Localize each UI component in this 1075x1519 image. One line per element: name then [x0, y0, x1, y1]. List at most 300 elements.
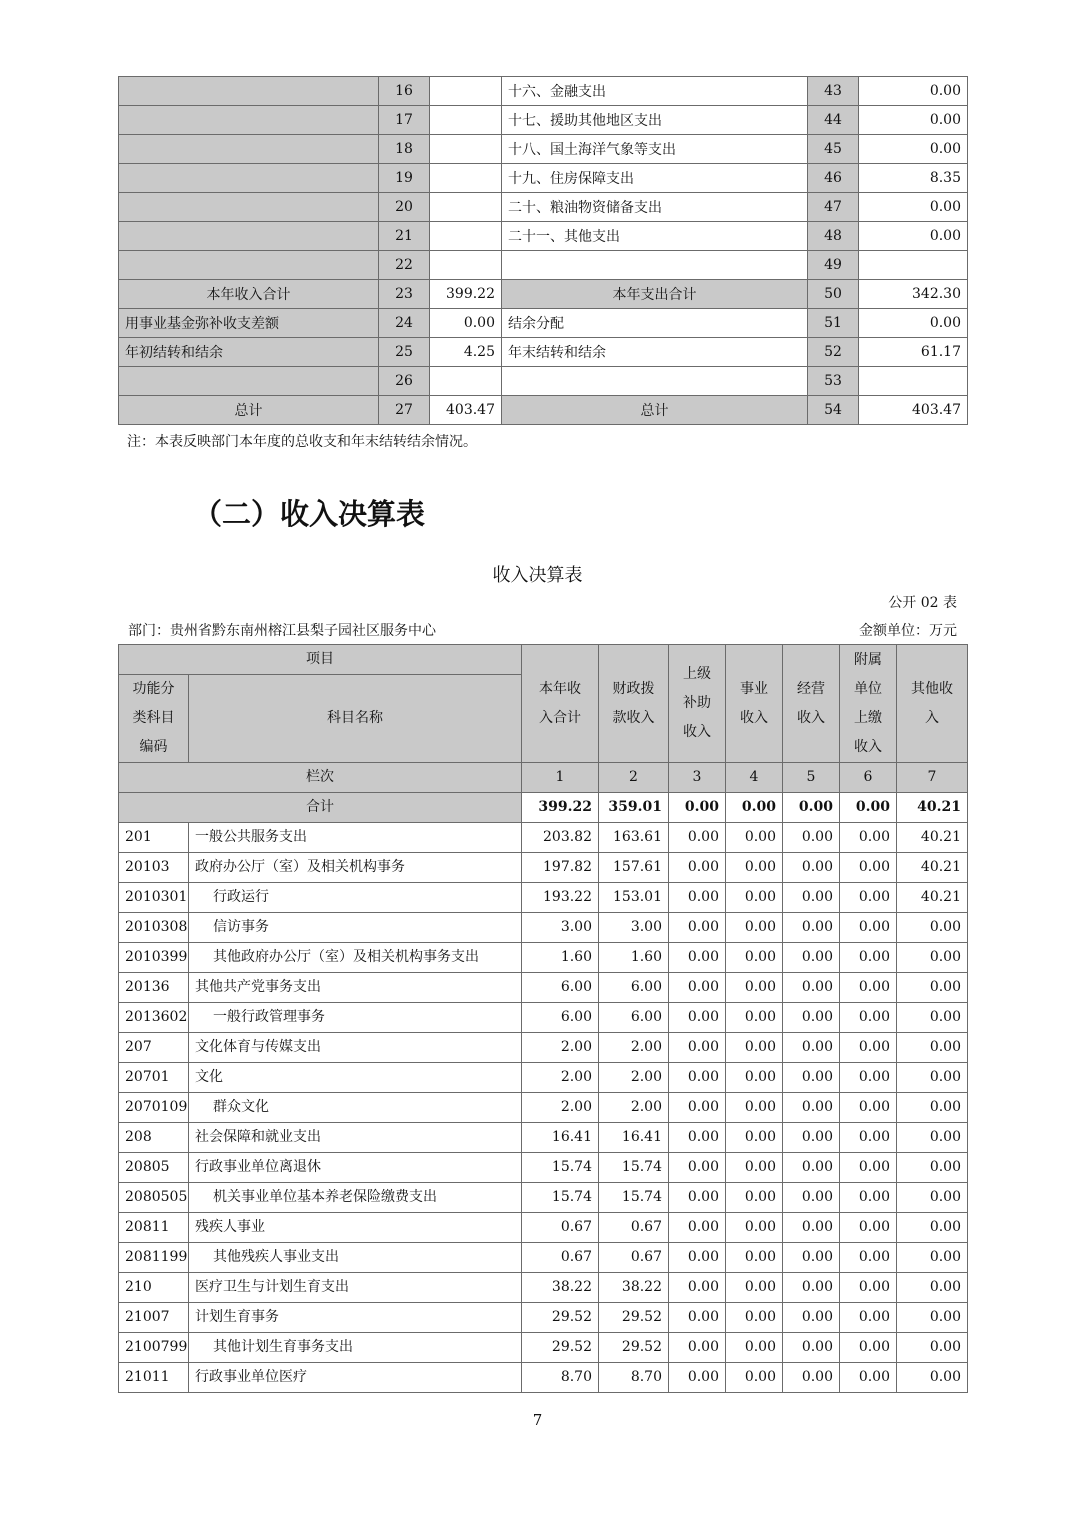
unit-label: 金额单位：万元: [859, 623, 957, 639]
summary-row: [119, 222, 968, 251]
summary-expense-value: 8.35: [859, 164, 968, 193]
row-v6: 0.00: [840, 1183, 897, 1213]
row-v3: 0.00: [669, 853, 726, 883]
row-v2: 29.52: [599, 1303, 669, 1333]
lanci-2: 2: [599, 763, 669, 793]
row-v1: 38.22: [522, 1273, 599, 1303]
summary-row: [119, 309, 968, 338]
income-row: [119, 1123, 968, 1153]
summary-expense-value: 403.47: [859, 396, 968, 425]
row-v7: 0.00: [897, 1273, 968, 1303]
summary-income-value: [430, 367, 502, 396]
row-v4: 0.00: [726, 973, 783, 1003]
summary-row: [119, 251, 968, 280]
row-v6: 0.00: [840, 1063, 897, 1093]
summary-income-label: 用事业基金弥补收支差额: [119, 309, 379, 338]
summary-note: 注：本表反映部门本年度的总收支和年末结转结余情况。: [127, 434, 477, 450]
row-v7: 0.00: [897, 913, 968, 943]
summary-expense-label: 本年支出合计: [502, 280, 808, 309]
row-v2: 8.70: [599, 1363, 669, 1393]
summary-expense-label: 总计: [502, 396, 808, 425]
lanci-3: 3: [669, 763, 726, 793]
total-v7: 40.21: [897, 793, 968, 823]
row-v7: 0.00: [897, 1333, 968, 1363]
row-v6: 0.00: [840, 1243, 897, 1273]
row-v6: 0.00: [840, 1273, 897, 1303]
row-v3: 0.00: [669, 1243, 726, 1273]
row-v3: 0.00: [669, 1093, 726, 1123]
row-code: 2010308: [119, 913, 189, 943]
summary-expense-label: [502, 251, 808, 280]
page-number: 7: [532, 1411, 543, 1429]
lanci-row: [119, 763, 968, 793]
row-code: 21007: [119, 1303, 189, 1333]
income-row: [119, 1033, 968, 1063]
row-v7: 0.00: [897, 1123, 968, 1153]
summary-income-line-no: 22: [379, 251, 430, 280]
section-title: （二）收入决算表: [193, 497, 426, 531]
summary-income-label: [119, 251, 379, 280]
row-name: 行政运行: [189, 883, 522, 913]
header-col2: [599, 645, 669, 763]
row-v5: 0.00: [783, 1033, 840, 1063]
summary-expense-line-no: 43: [808, 77, 859, 106]
row-v3: 0.00: [669, 823, 726, 853]
row-v2: 157.61: [599, 853, 669, 883]
income-table-body: [119, 645, 968, 1393]
row-v7: 0.00: [897, 1363, 968, 1393]
row-v5: 0.00: [783, 1003, 840, 1033]
income-row: [119, 973, 968, 1003]
summary-income-line-no: 27: [379, 396, 430, 425]
row-v5: 0.00: [783, 913, 840, 943]
header-col3: [669, 645, 726, 763]
row-v1: 2.00: [522, 1033, 599, 1063]
summary-income-value: 399.22: [430, 280, 502, 309]
income-row: [119, 823, 968, 853]
row-v4: 0.00: [726, 1273, 783, 1303]
header-col7: [897, 645, 968, 763]
row-v7: 0.00: [897, 1093, 968, 1123]
row-v5: 0.00: [783, 1183, 840, 1213]
row-v5: 0.00: [783, 1363, 840, 1393]
lanci-4: 4: [726, 763, 783, 793]
summary-income-value: 0.00: [430, 309, 502, 338]
row-code: 2080505: [119, 1183, 189, 1213]
lanci-5: 5: [783, 763, 840, 793]
row-v7: 40.21: [897, 853, 968, 883]
summary-income-line-no: 25: [379, 338, 430, 367]
row-v6: 0.00: [840, 1213, 897, 1243]
header-col6-text: 附属单位上缴收入: [854, 651, 882, 755]
summary-row: [119, 280, 968, 309]
row-v4: 0.00: [726, 1363, 783, 1393]
summary-row: [119, 338, 968, 367]
total-v4: 0.00: [726, 793, 783, 823]
summary-expense-line-no: 45: [808, 135, 859, 164]
income-row: [119, 943, 968, 973]
summary-income-line-no: 20: [379, 193, 430, 222]
row-v5: 0.00: [783, 1273, 840, 1303]
row-code: 2010301: [119, 883, 189, 913]
row-v6: 0.00: [840, 1033, 897, 1063]
row-v3: 0.00: [669, 1003, 726, 1033]
row-name: 残疾人事业: [189, 1213, 522, 1243]
row-v6: 0.00: [840, 1333, 897, 1363]
summary-income-label: [119, 106, 379, 135]
summary-table: [118, 76, 968, 425]
row-v2: 163.61: [599, 823, 669, 853]
total-label: 合计: [119, 793, 522, 823]
summary-expense-value: 342.30: [859, 280, 968, 309]
row-v7: 0.00: [897, 943, 968, 973]
summary-income-label: 年初结转和结余: [119, 338, 379, 367]
row-name: 行政事业单位离退休: [189, 1153, 522, 1183]
row-v7: 0.00: [897, 1063, 968, 1093]
summary-expense-value: 0.00: [859, 135, 968, 164]
lanci-7: 7: [897, 763, 968, 793]
summary-income-label: [119, 77, 379, 106]
total-row: [119, 793, 968, 823]
summary-expense-label: 十九、住房保障支出: [502, 164, 808, 193]
lanci-6: 6: [840, 763, 897, 793]
row-v4: 0.00: [726, 1063, 783, 1093]
row-v1: 15.74: [522, 1183, 599, 1213]
row-v1: 197.82: [522, 853, 599, 883]
row-v1: 29.52: [522, 1303, 599, 1333]
row-v7: 0.00: [897, 1213, 968, 1243]
header-col2-text: 财政拨款收入: [612, 680, 655, 726]
row-name: 一般公共服务支出: [189, 823, 522, 853]
row-v1: 193.22: [522, 883, 599, 913]
header-col7-text: 其他收入: [911, 680, 953, 726]
table-number: 公开 02 表: [888, 595, 957, 611]
row-v4: 0.00: [726, 943, 783, 973]
row-v2: 2.00: [599, 1063, 669, 1093]
row-code: 2100799: [119, 1333, 189, 1363]
summary-row: [119, 106, 968, 135]
header-col4-text: 事业收入: [740, 680, 768, 726]
header-col6: [840, 645, 897, 763]
summary-expense-line-no: 49: [808, 251, 859, 280]
row-v1: 29.52: [522, 1333, 599, 1363]
summary-row: [119, 367, 968, 396]
summary-row: [119, 77, 968, 106]
summary-expense-line-no: 48: [808, 222, 859, 251]
summary-income-label: [119, 367, 379, 396]
header-col5-text: 经营收入: [797, 680, 825, 726]
row-v6: 0.00: [840, 973, 897, 1003]
summary-income-line-no: 21: [379, 222, 430, 251]
row-v4: 0.00: [726, 1003, 783, 1033]
summary-income-value: [430, 135, 502, 164]
summary-expense-line-no: 54: [808, 396, 859, 425]
header-row-1: [119, 645, 968, 675]
lanci-1: 1: [522, 763, 599, 793]
row-v1: 6.00: [522, 973, 599, 1003]
summary-income-value: 4.25: [430, 338, 502, 367]
header-project: 项目: [119, 645, 522, 675]
row-v5: 0.00: [783, 1153, 840, 1183]
row-v2: 3.00: [599, 913, 669, 943]
row-v3: 0.00: [669, 943, 726, 973]
row-v2: 15.74: [599, 1153, 669, 1183]
row-v4: 0.00: [726, 1243, 783, 1273]
summary-expense-line-no: 46: [808, 164, 859, 193]
row-v4: 0.00: [726, 853, 783, 883]
row-v1: 6.00: [522, 1003, 599, 1033]
total-v6: 0.00: [840, 793, 897, 823]
row-v7: 0.00: [897, 1033, 968, 1063]
row-v2: 2.00: [599, 1093, 669, 1123]
row-v6: 0.00: [840, 853, 897, 883]
row-v5: 0.00: [783, 973, 840, 1003]
row-v4: 0.00: [726, 1033, 783, 1063]
row-code: 2010399: [119, 943, 189, 973]
summary-table-body: [119, 77, 968, 425]
row-v5: 0.00: [783, 1333, 840, 1363]
summary-income-value: [430, 222, 502, 251]
row-code: 208: [119, 1123, 189, 1153]
row-v1: 1.60: [522, 943, 599, 973]
summary-income-value: [430, 106, 502, 135]
summary-income-value: [430, 164, 502, 193]
row-name: 其他残疾人事业支出: [189, 1243, 522, 1273]
income-row: [119, 1003, 968, 1033]
row-v1: 203.82: [522, 823, 599, 853]
header-col4: [726, 645, 783, 763]
row-v4: 0.00: [726, 1333, 783, 1363]
summary-income-line-no: 18: [379, 135, 430, 164]
summary-expense-value: [859, 367, 968, 396]
row-code: 20811: [119, 1213, 189, 1243]
row-name: 其他政府办公厅（室）及相关机构事务支出: [189, 943, 522, 973]
total-v1: 399.22: [522, 793, 599, 823]
row-v4: 0.00: [726, 1303, 783, 1333]
row-v4: 0.00: [726, 1093, 783, 1123]
row-v7: 0.00: [897, 1243, 968, 1273]
summary-expense-line-no: 51: [808, 309, 859, 338]
income-row: [119, 913, 968, 943]
row-v1: 15.74: [522, 1153, 599, 1183]
summary-expense-label: 结余分配: [502, 309, 808, 338]
summary-income-line-no: 17: [379, 106, 430, 135]
row-v3: 0.00: [669, 1153, 726, 1183]
row-v5: 0.00: [783, 1123, 840, 1153]
row-code: 20701: [119, 1063, 189, 1093]
row-name: 其他计划生育事务支出: [189, 1333, 522, 1363]
row-v1: 2.00: [522, 1063, 599, 1093]
row-v6: 0.00: [840, 1093, 897, 1123]
row-v3: 0.00: [669, 1333, 726, 1363]
summary-row: [119, 135, 968, 164]
row-code: 21011: [119, 1363, 189, 1393]
row-v6: 0.00: [840, 913, 897, 943]
income-row: [119, 883, 968, 913]
row-name: 机关事业单位基本养老保险缴费支出: [189, 1183, 522, 1213]
summary-income-line-no: 26: [379, 367, 430, 396]
row-v1: 0.67: [522, 1213, 599, 1243]
row-name: 其他共产党事务支出: [189, 973, 522, 1003]
summary-expense-label: 二十一、其他支出: [502, 222, 808, 251]
summary-expense-line-no: 44: [808, 106, 859, 135]
row-name: 医疗卫生与计划生育支出: [189, 1273, 522, 1303]
row-v4: 0.00: [726, 1123, 783, 1153]
row-v5: 0.00: [783, 853, 840, 883]
summary-expense-value: 0.00: [859, 77, 968, 106]
summary-expense-line-no: 52: [808, 338, 859, 367]
row-name: 一般行政管理事务: [189, 1003, 522, 1033]
summary-income-label: [119, 135, 379, 164]
row-name: 信访事务: [189, 913, 522, 943]
row-code: 2070109: [119, 1093, 189, 1123]
row-v2: 2.00: [599, 1033, 669, 1063]
row-v1: 0.67: [522, 1243, 599, 1273]
row-v4: 0.00: [726, 1213, 783, 1243]
row-v7: 0.00: [897, 973, 968, 1003]
total-v3: 0.00: [669, 793, 726, 823]
summary-expense-label: 二十、粮油物资储备支出: [502, 193, 808, 222]
row-v1: 2.00: [522, 1093, 599, 1123]
summary-expense-label: 十八、国土海洋气象等支出: [502, 135, 808, 164]
income-row: [119, 1093, 968, 1123]
row-v2: 6.00: [599, 973, 669, 1003]
row-v2: 15.74: [599, 1183, 669, 1213]
income-row: [119, 1243, 968, 1273]
row-v2: 29.52: [599, 1333, 669, 1363]
summary-expense-line-no: 50: [808, 280, 859, 309]
row-v6: 0.00: [840, 823, 897, 853]
row-v3: 0.00: [669, 1183, 726, 1213]
row-v3: 0.00: [669, 913, 726, 943]
row-v3: 0.00: [669, 973, 726, 1003]
row-name: 文化: [189, 1063, 522, 1093]
row-v6: 0.00: [840, 1003, 897, 1033]
summary-row: [119, 164, 968, 193]
summary-income-line-no: 24: [379, 309, 430, 338]
row-v4: 0.00: [726, 883, 783, 913]
income-table-title: 收入决算表: [492, 565, 583, 586]
summary-row: [119, 396, 968, 425]
header-col3-text: 上级补助收入: [683, 666, 711, 740]
row-v1: 3.00: [522, 913, 599, 943]
row-v5: 0.00: [783, 943, 840, 973]
row-v4: 0.00: [726, 1183, 783, 1213]
summary-expense-label: 十七、援助其他地区支出: [502, 106, 808, 135]
income-row: [119, 1153, 968, 1183]
row-code: 2081199: [119, 1243, 189, 1273]
row-v7: 0.00: [897, 1183, 968, 1213]
row-v6: 0.00: [840, 1123, 897, 1153]
row-name: 群众文化: [189, 1093, 522, 1123]
header-code: [119, 675, 189, 763]
total-v5: 0.00: [783, 793, 840, 823]
row-v3: 0.00: [669, 1303, 726, 1333]
summary-expense-label: 年末结转和结余: [502, 338, 808, 367]
row-v2: 0.67: [599, 1243, 669, 1273]
income-row: [119, 1063, 968, 1093]
row-v3: 0.00: [669, 1033, 726, 1063]
row-v5: 0.00: [783, 1063, 840, 1093]
row-v2: 0.67: [599, 1213, 669, 1243]
row-v5: 0.00: [783, 1243, 840, 1273]
summary-income-value: [430, 193, 502, 222]
summary-expense-label: 十六、金融支出: [502, 77, 808, 106]
header-name: 科目名称: [189, 675, 522, 763]
row-v3: 0.00: [669, 1213, 726, 1243]
income-row: [119, 1213, 968, 1243]
income-row: [119, 1303, 968, 1333]
row-v7: 0.00: [897, 1153, 968, 1183]
row-v4: 0.00: [726, 913, 783, 943]
row-v2: 6.00: [599, 1003, 669, 1033]
row-v5: 0.00: [783, 823, 840, 853]
row-v5: 0.00: [783, 1303, 840, 1333]
row-v2: 38.22: [599, 1273, 669, 1303]
row-name: 文化体育与传媒支出: [189, 1033, 522, 1063]
income-row: [119, 1183, 968, 1213]
row-v6: 0.00: [840, 943, 897, 973]
row-v3: 0.00: [669, 1123, 726, 1153]
row-v7: 0.00: [897, 1003, 968, 1033]
row-code: 210: [119, 1273, 189, 1303]
row-v4: 0.00: [726, 1153, 783, 1183]
row-v6: 0.00: [840, 1363, 897, 1393]
summary-expense-value: 0.00: [859, 193, 968, 222]
income-row: [119, 853, 968, 883]
summary-expense-label: [502, 367, 808, 396]
summary-income-value: [430, 77, 502, 106]
row-name: 政府办公厅（室）及相关机构事务: [189, 853, 522, 883]
header-col1: [522, 645, 599, 763]
summary-income-label: 总计: [119, 396, 379, 425]
row-name: 行政事业单位医疗: [189, 1363, 522, 1393]
department-label: 部门：贵州省黔东南州榕江县梨子园社区服务中心: [128, 623, 436, 639]
header-col1-text: 本年收入合计: [539, 680, 581, 726]
summary-expense-value: 0.00: [859, 309, 968, 338]
summary-expense-line-no: 47: [808, 193, 859, 222]
row-v1: 8.70: [522, 1363, 599, 1393]
summary-income-value: 403.47: [430, 396, 502, 425]
row-name: 计划生育事务: [189, 1303, 522, 1333]
row-code: 20103: [119, 853, 189, 883]
row-code: 207: [119, 1033, 189, 1063]
row-v7: 40.21: [897, 823, 968, 853]
row-v6: 0.00: [840, 1153, 897, 1183]
row-v6: 0.00: [840, 1303, 897, 1333]
header-col5: [783, 645, 840, 763]
income-row: [119, 1333, 968, 1363]
summary-income-line-no: 23: [379, 280, 430, 309]
total-v2: 359.01: [599, 793, 669, 823]
income-row: [119, 1273, 968, 1303]
row-v3: 0.00: [669, 883, 726, 913]
row-code: 2013602: [119, 1003, 189, 1033]
header-code-text: 功能分类科目编码: [132, 681, 175, 755]
row-v3: 0.00: [669, 1063, 726, 1093]
row-v2: 153.01: [599, 883, 669, 913]
summary-income-value: [430, 251, 502, 280]
summary-expense-value: 61.17: [859, 338, 968, 367]
row-v1: 16.41: [522, 1123, 599, 1153]
summary-expense-value: 0.00: [859, 106, 968, 135]
row-code: 20805: [119, 1153, 189, 1183]
row-code: 20136: [119, 973, 189, 1003]
row-v7: 0.00: [897, 1303, 968, 1333]
summary-row: [119, 193, 968, 222]
row-v2: 1.60: [599, 943, 669, 973]
income-row: [119, 1363, 968, 1393]
